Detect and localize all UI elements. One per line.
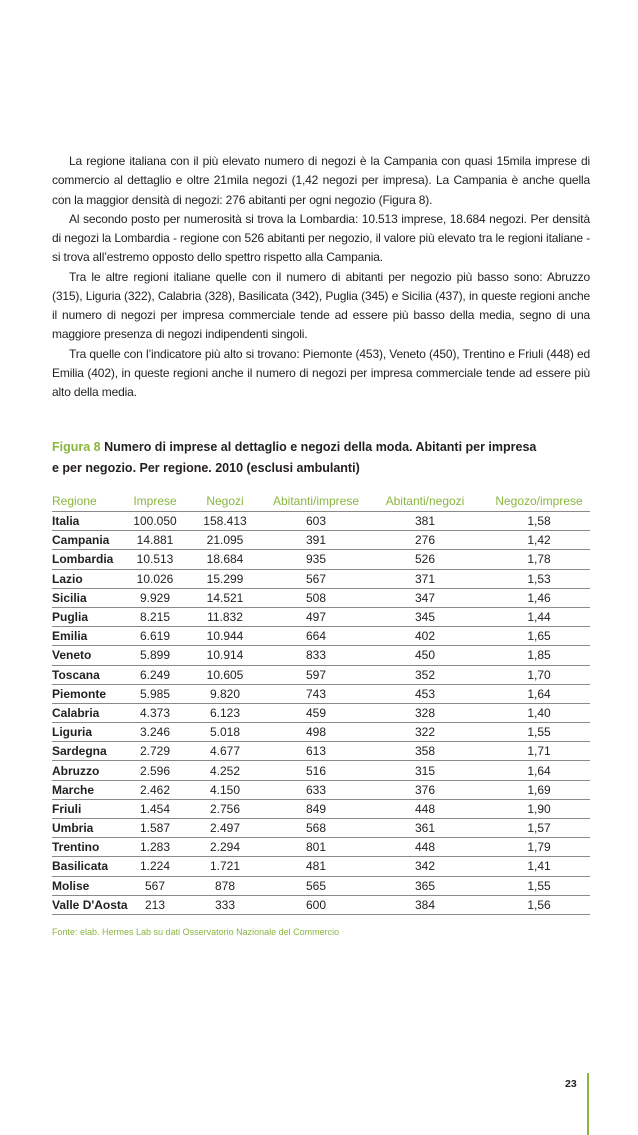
- imprese-cell: 567: [130, 876, 180, 895]
- negozi-imprese-cell: 1,85: [488, 646, 590, 665]
- negozi-imprese-cell: 1,56: [488, 895, 590, 914]
- abitanti-imprese-cell: 597: [270, 665, 362, 684]
- abitanti-imprese-cell: 633: [270, 780, 362, 799]
- imprese-cell: 1.224: [130, 857, 180, 876]
- abitanti-negozi-cell: 448: [362, 799, 488, 818]
- abitanti-negozi-cell: 345: [362, 607, 488, 626]
- abitanti-imprese-cell: 603: [270, 512, 362, 531]
- imprese-cell: 3.246: [130, 723, 180, 742]
- table-row: [52, 799, 590, 818]
- imprese-cell: 14.881: [130, 531, 180, 550]
- negozi-imprese-cell: 1,55: [488, 723, 590, 742]
- negozi-imprese-cell: 1,55: [488, 876, 590, 895]
- imprese-cell: 100.050: [130, 512, 180, 531]
- imprese-cell: 2.462: [130, 780, 180, 799]
- negozi-imprese-cell: 1,53: [488, 569, 590, 588]
- region-cell: Lombardia: [52, 550, 130, 569]
- imprese-cell: 10.026: [130, 569, 180, 588]
- negozi-cell: 21.095: [180, 531, 270, 550]
- table-body: [52, 512, 590, 915]
- negozi-imprese-cell: 1,57: [488, 819, 590, 838]
- negozi-imprese-cell: 1,42: [488, 531, 590, 550]
- table-row: [52, 876, 590, 895]
- abitanti-negozi-cell: 276: [362, 531, 488, 550]
- table-row: [52, 531, 590, 550]
- negozi-cell: 6.123: [180, 703, 270, 722]
- imprese-cell: 2.596: [130, 761, 180, 780]
- abitanti-imprese-cell: 613: [270, 742, 362, 761]
- negozi-imprese-cell: 1,40: [488, 703, 590, 722]
- column-header-negozi: Negozi: [180, 491, 270, 512]
- negozi-cell: 10.944: [180, 627, 270, 646]
- abitanti-imprese-cell: 664: [270, 627, 362, 646]
- abitanti-imprese-cell: 935: [270, 550, 362, 569]
- figure-title-line-1: Numero di imprese al dettaglio e negozi della moda. Abitanti per impresa: [104, 440, 537, 454]
- negozi-cell: 2.756: [180, 799, 270, 818]
- body-paragraph: La regione italiana con il più elevato numero di negozi è la Campania con quasi 15mila imprese di commercio al dettaglio e oltre 21mila negozi (1,42 negozi per impresa). La Campania è anche quella con la maggior densità di negozi: 276 abitanti per ogni negozio (Figura 8).: [52, 154, 590, 207]
- region-cell: Umbria: [52, 819, 130, 838]
- region-cell: Toscana: [52, 665, 130, 684]
- negozi-imprese-cell: 1,58: [488, 512, 590, 531]
- region-cell: Italia: [52, 512, 130, 531]
- table-row: [52, 588, 590, 607]
- imprese-cell: 9.929: [130, 588, 180, 607]
- region-cell: Sardegna: [52, 742, 130, 761]
- column-header-abitanti-negozi: Abitanti/negozi: [362, 491, 488, 512]
- region-cell: Abruzzo: [52, 761, 130, 780]
- table-row: [52, 703, 590, 722]
- abitanti-negozi-cell: 381: [362, 512, 488, 531]
- region-cell: Veneto: [52, 646, 130, 665]
- region-cell: Trentino: [52, 838, 130, 857]
- imprese-cell: 2.729: [130, 742, 180, 761]
- abitanti-imprese-cell: 481: [270, 857, 362, 876]
- negozi-imprese-cell: 1,44: [488, 607, 590, 626]
- negozi-cell: 14.521: [180, 588, 270, 607]
- region-cell: Friuli: [52, 799, 130, 818]
- negozi-cell: 15.299: [180, 569, 270, 588]
- abitanti-negozi-cell: 371: [362, 569, 488, 588]
- abitanti-negozi-cell: 526: [362, 550, 488, 569]
- imprese-cell: 8.215: [130, 607, 180, 626]
- abitanti-imprese-cell: 833: [270, 646, 362, 665]
- negozi-imprese-cell: 1,65: [488, 627, 590, 646]
- negozi-cell: 158.413: [180, 512, 270, 531]
- abitanti-imprese-cell: 497: [270, 607, 362, 626]
- region-cell: Lazio: [52, 569, 130, 588]
- negozi-cell: 333: [180, 895, 270, 914]
- table-row: [52, 550, 590, 569]
- table-row: [52, 569, 590, 588]
- table-row: [52, 742, 590, 761]
- abitanti-imprese-cell: 849: [270, 799, 362, 818]
- abitanti-negozi-cell: 328: [362, 703, 488, 722]
- abitanti-negozi-cell: 315: [362, 761, 488, 780]
- region-cell: Piemonte: [52, 684, 130, 703]
- imprese-cell: 6.619: [130, 627, 180, 646]
- column-header-abitanti-imprese: Abitanti/imprese: [270, 491, 362, 512]
- abitanti-imprese-cell: 391: [270, 531, 362, 550]
- region-cell: Emilia: [52, 627, 130, 646]
- page-number: 23: [565, 1078, 577, 1090]
- abitanti-imprese-cell: 516: [270, 761, 362, 780]
- column-header-imprese: Imprese: [130, 491, 180, 512]
- negozi-cell: 5.018: [180, 723, 270, 742]
- abitanti-imprese-cell: 498: [270, 723, 362, 742]
- negozi-cell: 10.605: [180, 665, 270, 684]
- body-paragraph: Tra quelle con l’indicatore più alto si trovano: Piemonte (453), Veneto (450), Trentino e Friuli (448) ed Emilia (402), in queste regioni anche il numero di negozi per impresa commerciale tende ad essere più alto della media.: [52, 346, 590, 399]
- negozi-imprese-cell: 1,46: [488, 588, 590, 607]
- negozi-cell: 4.150: [180, 780, 270, 799]
- table-row: [52, 684, 590, 703]
- negozi-imprese-cell: 1,41: [488, 857, 590, 876]
- figure-source: Fonte: elab. Hermes Lab su dati Osservatorio Nazionale del Commercio: [52, 927, 340, 937]
- table-row: [52, 665, 590, 684]
- abitanti-imprese-cell: 508: [270, 588, 362, 607]
- abitanti-negozi-cell: 358: [362, 742, 488, 761]
- abitanti-negozi-cell: 342: [362, 857, 488, 876]
- region-cell: Calabria: [52, 703, 130, 722]
- table-header-row: [52, 491, 590, 512]
- abitanti-negozi-cell: 448: [362, 838, 488, 857]
- region-cell: Campania: [52, 531, 130, 550]
- negozi-imprese-cell: 1,70: [488, 665, 590, 684]
- abitanti-negozi-cell: 365: [362, 876, 488, 895]
- negozi-cell: 10.914: [180, 646, 270, 665]
- abitanti-negozi-cell: 352: [362, 665, 488, 684]
- imprese-cell: 10.513: [130, 550, 180, 569]
- body-paragraph: Al secondo posto per numerosità si trova la Lombardia: 10.513 imprese, 18.684 negozi. Per densità di negozi la Lombardia - regione con 526 abitanti per negozio, il valore più elevato tra le regioni italiane - si trova all’estremo opposto dello spettro rispetto alla Campania.: [52, 211, 590, 265]
- figure-caption-line-1: [52, 437, 590, 458]
- imprese-cell: 5.899: [130, 646, 180, 665]
- abitanti-negozi-cell: 402: [362, 627, 488, 646]
- table-row: [52, 857, 590, 876]
- negozi-imprese-cell: 1,64: [488, 684, 590, 703]
- column-header-regione: Regione: [52, 491, 130, 512]
- abitanti-imprese-cell: 565: [270, 876, 362, 895]
- negozi-cell: 878: [180, 876, 270, 895]
- abitanti-imprese-cell: 459: [270, 703, 362, 722]
- data-table: [52, 491, 590, 915]
- abitanti-negozi-cell: 384: [362, 895, 488, 914]
- abitanti-negozi-cell: 322: [362, 723, 488, 742]
- imprese-cell: 4.373: [130, 703, 180, 722]
- region-cell: Basilicata: [52, 857, 130, 876]
- body-text: [52, 152, 590, 402]
- table-row: [52, 512, 590, 531]
- region-cell: Sicilia: [52, 588, 130, 607]
- abitanti-negozi-cell: 453: [362, 684, 488, 703]
- page-edge-rule: [587, 1073, 589, 1135]
- table-row: [52, 761, 590, 780]
- abitanti-negozi-cell: 361: [362, 819, 488, 838]
- negozi-imprese-cell: 1,71: [488, 742, 590, 761]
- negozi-cell: 4.252: [180, 761, 270, 780]
- region-cell: Puglia: [52, 607, 130, 626]
- imprese-cell: 1.587: [130, 819, 180, 838]
- table-row: [52, 895, 590, 914]
- negozi-imprese-cell: 1,78: [488, 550, 590, 569]
- table-row: [52, 780, 590, 799]
- negozi-cell: 2.294: [180, 838, 270, 857]
- abitanti-negozi-cell: 450: [362, 646, 488, 665]
- table-row: [52, 646, 590, 665]
- negozi-imprese-cell: 1,90: [488, 799, 590, 818]
- figure-caption: [52, 437, 590, 479]
- imprese-cell: 1.454: [130, 799, 180, 818]
- table-row: [52, 838, 590, 857]
- body-paragraph: Tra le altre regioni italiane quelle con il numero di abitanti per negozio più basso sono: Abruzzo (315), Liguria (322), Calabria (328), Basilicata (342), Puglia (345) e Sicilia (437), in queste regioni anche il numero di negozi per impresa commerciale tende ad essere più basso della media, segno di una maggiore presenza di negozi indipendenti singoli.: [52, 269, 590, 342]
- abitanti-imprese-cell: 743: [270, 684, 362, 703]
- negozi-cell: 11.832: [180, 607, 270, 626]
- imprese-cell: 213: [130, 895, 180, 914]
- table-row: [52, 723, 590, 742]
- region-cell: Molise: [52, 876, 130, 895]
- abitanti-imprese-cell: 801: [270, 838, 362, 857]
- negozi-imprese-cell: 1,69: [488, 780, 590, 799]
- negozi-cell: 2.497: [180, 819, 270, 838]
- imprese-cell: 1.283: [130, 838, 180, 857]
- column-header-negozi-imprese: Negozo/imprese: [488, 491, 590, 512]
- negozi-imprese-cell: 1,79: [488, 838, 590, 857]
- table-row: [52, 627, 590, 646]
- table-row: [52, 607, 590, 626]
- abitanti-imprese-cell: 568: [270, 819, 362, 838]
- negozi-cell: 1.721: [180, 857, 270, 876]
- imprese-cell: 5.985: [130, 684, 180, 703]
- abitanti-negozi-cell: 347: [362, 588, 488, 607]
- region-cell: Valle D'Aosta: [52, 895, 130, 914]
- abitanti-imprese-cell: 600: [270, 895, 362, 914]
- region-cell: Liguria: [52, 723, 130, 742]
- negozi-cell: 4.677: [180, 742, 270, 761]
- negozi-cell: 18.684: [180, 550, 270, 569]
- imprese-cell: 6.249: [130, 665, 180, 684]
- abitanti-imprese-cell: 567: [270, 569, 362, 588]
- negozi-cell: 9.820: [180, 684, 270, 703]
- figure-title-line-2: e per negozio. Per regione. 2010 (esclusi ambulanti): [52, 461, 360, 475]
- abitanti-negozi-cell: 376: [362, 780, 488, 799]
- negozi-imprese-cell: 1,64: [488, 761, 590, 780]
- region-cell: Marche: [52, 780, 130, 799]
- figure-label: Figura 8: [52, 440, 101, 454]
- table-row: [52, 819, 590, 838]
